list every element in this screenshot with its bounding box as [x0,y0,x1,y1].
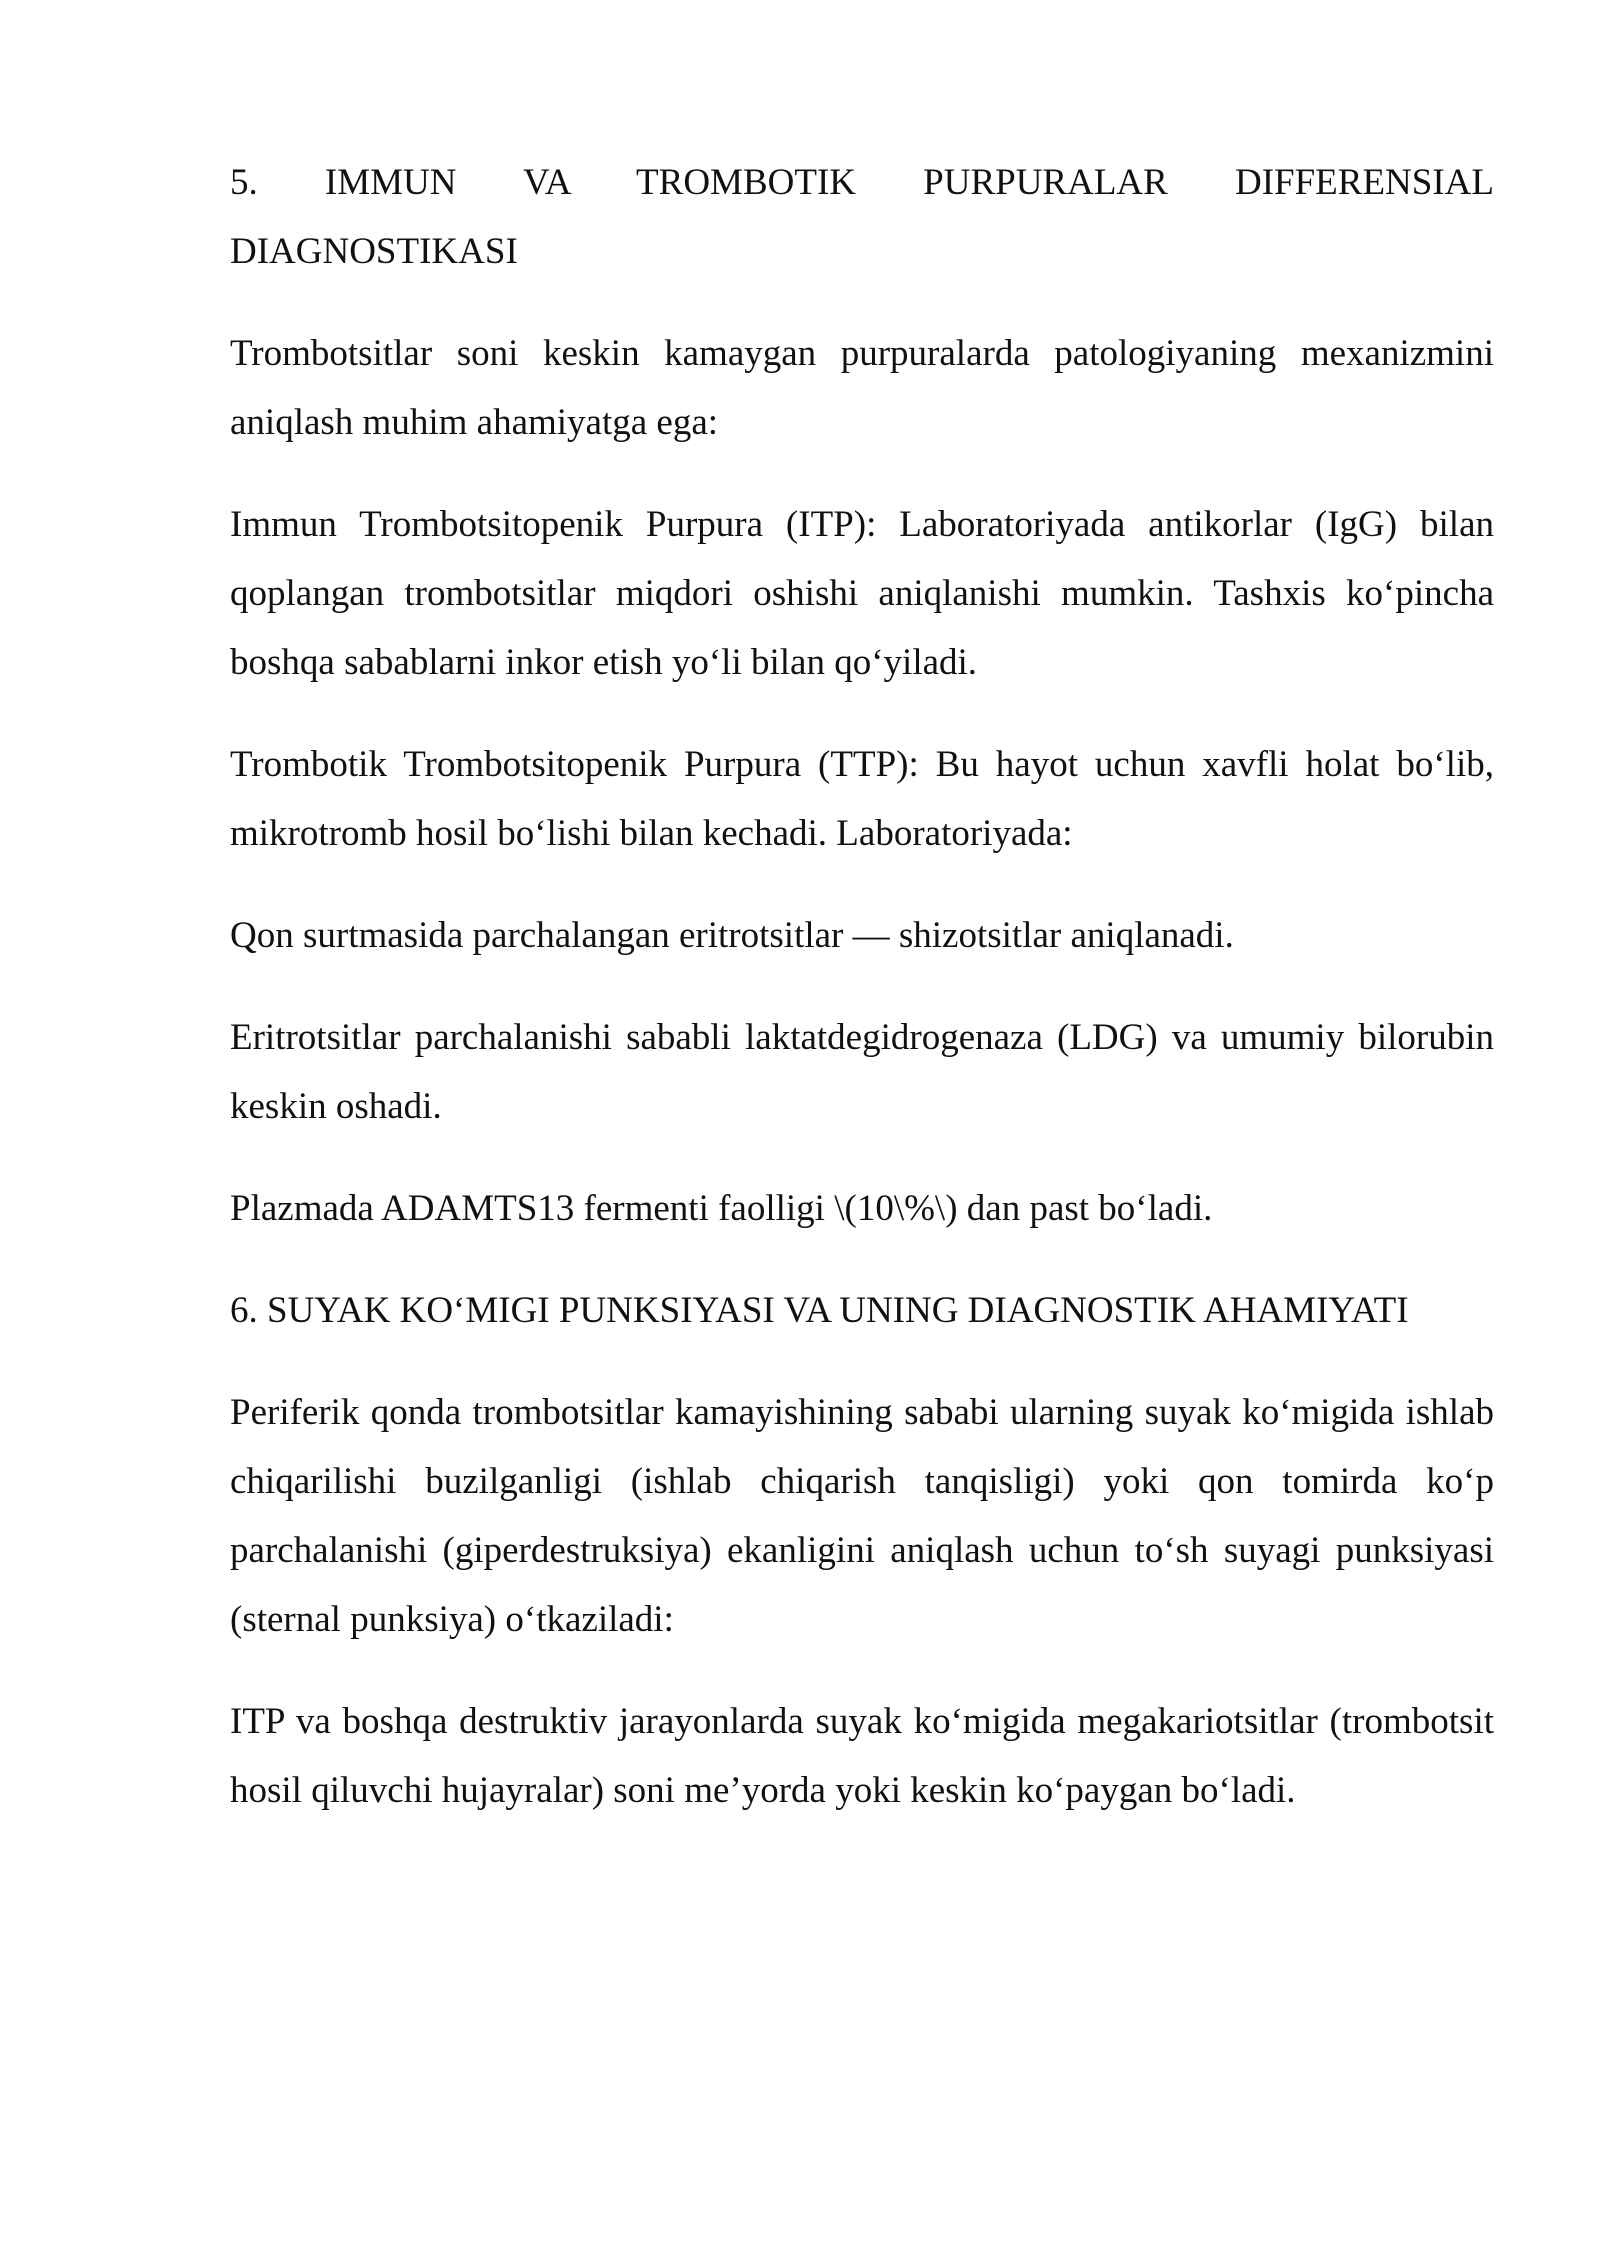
paragraph-intro: Trombotsitlar soni keskin kamaygan purpuralarda patologiyaning mexanizmini aniqlash muhim ahamiyatga ega: [230,333,1494,443]
section-heading-5: 5. IMMUN VA TROMBOTIK PURPURALAR DIFFERENSIAL DIAGNOSTIKASI [230,162,1494,272]
paragraph-ttp: Trombotik Trombotsitopenik Purpura (TTP): Bu hayot uchun xavfli holat bo‘lib, mikrotromb hosil bo‘lishi bilan kechadi. Laboratoriyada: [230,744,1494,854]
paragraph-megakaryocytes: ITP va boshqa destruktiv jarayonlarda suyak ko‘migida megakariotsitlar (trombotsit hosil qiluvchi hujayralar) soni me’yorda yoki keskin ko‘paygan bo‘ladi. [230,1701,1494,1811]
page-content [230,148,1494,1858]
paragraph-adamts13: Plazmada ADAMTS13 fermenti faolligi \(10\%\) dan past bo‘ladi. [230,1188,1213,1229]
paragraph-ldg: Eritrotsitlar parchalanishi sababli laktatdegidrogenaza (LDG) va umumiy bilorubin keskin oshadi. [230,1017,1494,1127]
paragraph-schistocytes: Qon surtmasida parchalangan eritrotsitlar — shizotsitlar aniqlanadi. [230,915,1234,956]
section-heading-6: 6. SUYAK KO‘MIGI PUNKSIYASI VA UNING DIAGNOSTIK AHAMIYATI [230,1290,1409,1331]
paragraph-itp: Immun Trombotsitopenik Purpura (ITP): Laboratoriyada antikorlar (IgG) bilan qoplangan trombotsitlar miqdori oshishi aniqlanishi mumkin. Tashxis ko‘pincha boshqa sabablarni inkor etish yo‘li bilan qo‘yiladi. [230,504,1494,683]
paragraph-bone-marrow: Periferik qonda trombotsitlar kamayishining sababi ularning suyak ko‘migida ishlab chiqarilishi buzilganligi (ishlab chiqarish tanqisligi) yoki qon tomirda ko‘p parchalanishi (giperdestruksiya) ekanligini aniqlash uchun to‘sh suyagi punksiyasi (sternal punksiya) o‘tkaziladi: [230,1392,1494,1640]
